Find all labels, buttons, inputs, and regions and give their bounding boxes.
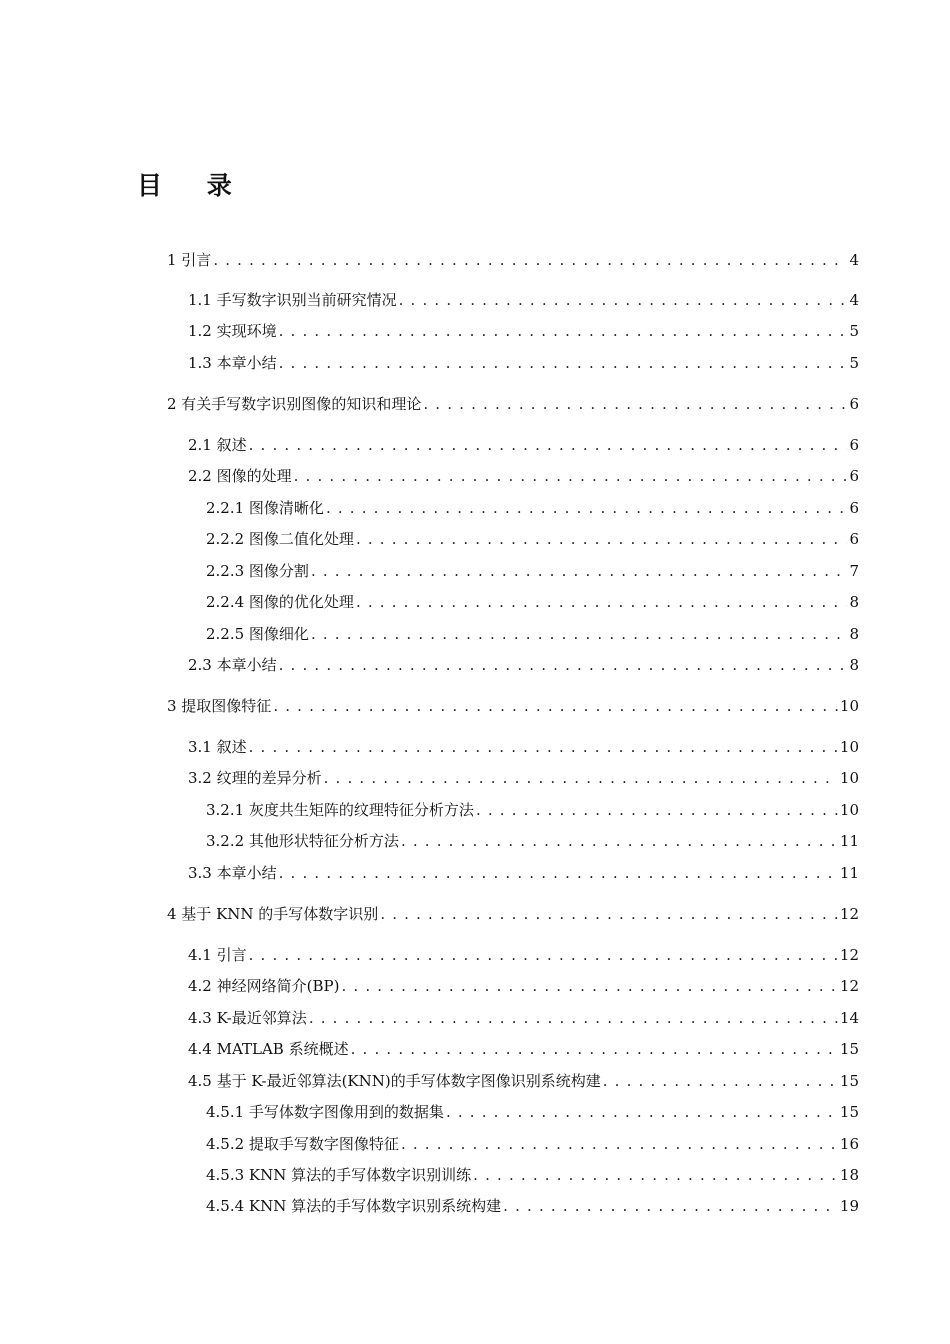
toc-entry-label: 2.2 图像的处理 (188, 467, 292, 485)
toc-page-number: 16 (839, 1135, 859, 1153)
toc-entry[interactable] (188, 943, 859, 967)
toc-page-number: 15 (839, 1103, 859, 1121)
toc-entry-label: 3.2.1 灰度共生矩阵的纹理特征分析方法 (206, 801, 474, 819)
toc-dot-leader (213, 248, 847, 272)
toc-entry[interactable] (206, 798, 859, 822)
toc-page-number: 11 (839, 864, 859, 882)
toc-dot-leader (423, 392, 847, 416)
toc-entry[interactable] (206, 496, 859, 520)
toc-entry[interactable] (206, 829, 859, 853)
toc-page-number: 4 (849, 291, 859, 309)
toc-page-number: 11 (839, 832, 859, 850)
toc-entry-label: 2 有关手写数字识别图像的知识和理论 (167, 395, 422, 413)
toc-entry[interactable] (188, 861, 859, 885)
toc-dot-leader (380, 902, 838, 926)
toc-entry-label: 4.1 引言 (188, 946, 247, 964)
toc-dot-leader (279, 319, 848, 343)
toc-dot-leader (311, 622, 848, 646)
toc-dot-leader (401, 1132, 838, 1156)
toc-entry-label: 4.5.2 提取手写数字图像特征 (206, 1135, 399, 1153)
toc-dot-leader (356, 590, 848, 614)
toc-dot-leader (279, 351, 848, 375)
toc-entry-label: 4.4 MATLAB 系统概述 (188, 1040, 349, 1058)
toc-dot-leader (249, 943, 838, 967)
toc-page-number: 6 (849, 467, 859, 485)
toc-page-number: 5 (849, 322, 859, 340)
toc-page-number: 12 (839, 977, 859, 995)
toc-entry-label: 3.3 本章小结 (188, 864, 277, 882)
toc-entry-label: 4.2 神经网络简介(BP) (188, 977, 340, 995)
toc-page-number: 12 (839, 946, 859, 964)
toc-dot-leader (341, 974, 837, 998)
toc-entry[interactable] (206, 559, 859, 583)
toc-dot-leader (273, 694, 838, 718)
toc-page-number: 6 (849, 395, 859, 413)
toc-dot-leader (294, 464, 848, 488)
toc-entry[interactable] (188, 464, 859, 488)
toc-page-number: 14 (839, 1009, 859, 1027)
toc-entry[interactable] (167, 248, 859, 272)
toc-page-number: 6 (849, 530, 859, 548)
toc-entry-label: 4 基于 KNN 的手写体数字识别 (167, 905, 379, 923)
toc-page-number: 15 (839, 1040, 859, 1058)
toc-dot-leader (324, 766, 838, 790)
toc-dot-leader (279, 653, 848, 677)
toc-dot-leader (309, 1006, 838, 1030)
toc-page-number: 10 (839, 738, 859, 756)
toc-entry[interactable] (188, 1037, 859, 1061)
toc-entry-label: 2.3 本章小结 (188, 656, 277, 674)
toc-entry-label: 2.2.4 图像的优化处理 (206, 593, 354, 611)
toc-entry[interactable] (206, 1163, 859, 1187)
toc-entry[interactable] (188, 351, 859, 375)
toc-dot-leader (603, 1069, 838, 1093)
page-title: 目 录 (137, 171, 250, 200)
toc-dot-leader (311, 559, 848, 583)
toc-page-number: 19 (839, 1197, 859, 1215)
toc-entry[interactable] (188, 766, 859, 790)
toc-dot-leader (356, 527, 848, 551)
toc-dot-leader (279, 861, 838, 885)
toc-entry[interactable] (167, 902, 859, 926)
toc-entry[interactable] (188, 319, 859, 343)
toc-entry-label: 2.2.5 图像细化 (206, 625, 309, 643)
toc-page-number: 10 (839, 769, 859, 787)
toc-page-number: 15 (839, 1072, 859, 1090)
toc-dot-leader (473, 1163, 838, 1187)
toc-entry-label: 3.2 纹理的差异分析 (188, 769, 322, 787)
toc-entry-label: 1.2 实现环境 (188, 322, 277, 340)
toc-entry[interactable] (188, 735, 859, 759)
toc-page-number: 8 (849, 593, 859, 611)
toc-entry-label: 4.5.1 手写体数字图像用到的数据集 (206, 1103, 444, 1121)
toc-entry[interactable] (206, 1132, 859, 1156)
toc-entry-label: 4.3 K-最近邻算法 (188, 1009, 307, 1027)
toc-entry[interactable] (206, 590, 859, 614)
toc-dot-leader (476, 798, 838, 822)
toc-entry-label: 2.2.1 图像清晰化 (206, 499, 324, 517)
toc-dot-leader (249, 735, 838, 759)
toc-page-number: 12 (839, 905, 859, 923)
toc-entry[interactable] (167, 392, 859, 416)
toc-entry[interactable] (188, 1006, 859, 1030)
toc-entry-label: 4.5 基于 K-最近邻算法(KNN)的手写体数字图像识别系统构建 (188, 1072, 601, 1090)
toc-entry[interactable] (206, 622, 859, 646)
toc-entry-label: 1.3 本章小结 (188, 354, 277, 372)
toc-entry[interactable] (167, 694, 859, 718)
toc-entry[interactable] (188, 1069, 859, 1093)
toc-dot-leader (399, 288, 848, 312)
toc-entry-label: 2.2.3 图像分割 (206, 562, 309, 580)
toc-entry-label: 1 引言 (167, 251, 212, 269)
toc-entry[interactable] (188, 288, 859, 312)
toc-entry[interactable] (206, 1100, 859, 1124)
toc-entry-label: 2.1 叙述 (188, 436, 247, 454)
toc-entry-label: 4.5.4 KNN 算法的手写体数字识别系统构建 (206, 1197, 502, 1215)
toc-dot-leader (503, 1194, 838, 1218)
toc-page-number: 18 (839, 1166, 859, 1184)
toc-entry-label: 3.2.2 其他形状特征分析方法 (206, 832, 399, 850)
toc-entry-label: 1.1 手写数字识别当前研究情况 (188, 291, 397, 309)
toc-entry-label: 2.2.2 图像二值化处理 (206, 530, 354, 548)
toc-entry[interactable] (206, 1194, 859, 1218)
toc-entry[interactable] (188, 653, 859, 677)
toc-page-number: 6 (849, 436, 859, 454)
toc-dot-leader (446, 1100, 838, 1124)
toc-entry-label: 3 提取图像特征 (167, 697, 272, 715)
toc-dot-leader (326, 496, 848, 520)
toc-page-number: 4 (849, 251, 859, 269)
toc-page-number: 10 (839, 697, 859, 715)
toc-page-number: 7 (849, 562, 859, 580)
toc-dot-leader (401, 829, 838, 853)
toc-page-number: 8 (849, 656, 859, 674)
toc-page-number: 5 (849, 354, 859, 372)
toc-page-number: 6 (849, 499, 859, 517)
toc-entry-label: 3.1 叙述 (188, 738, 247, 756)
toc-dot-leader (351, 1037, 838, 1061)
toc-entry[interactable] (188, 974, 859, 998)
toc-entry-label: 4.5.3 KNN 算法的手写体数字识别训练 (206, 1166, 472, 1184)
toc-page-number: 8 (849, 625, 859, 643)
toc-entry[interactable] (206, 527, 859, 551)
toc-entry[interactable] (188, 433, 859, 457)
toc-page-number: 10 (839, 801, 859, 819)
toc-dot-leader (249, 433, 848, 457)
